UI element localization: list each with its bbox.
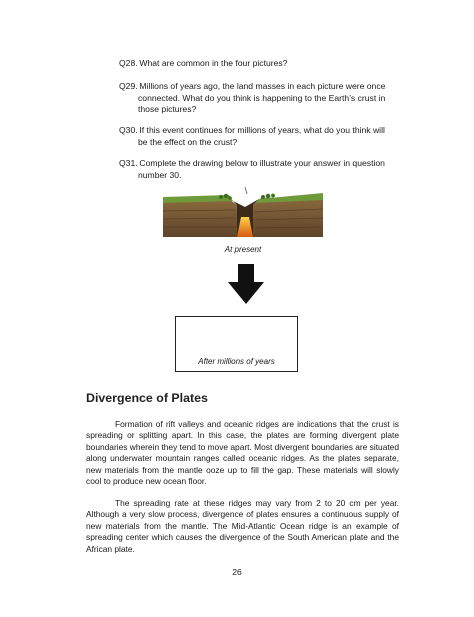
question-30 (119, 125, 419, 148)
arrow-down-icon (228, 264, 264, 304)
question-text-continued: number 30. (138, 169, 182, 180)
figure-caption: At present (224, 245, 262, 254)
question-text-continued: be the effect on the crust? (138, 136, 238, 147)
question-number: Q28. (119, 58, 138, 68)
question-text: If this event continues for millions of years, what do you think will (139, 125, 385, 135)
paragraph: Formation of rift valleys and oceanic ridges are indications that the crust is spreading or splitting apart. In this case, the plates are forming divergent plate boundaries wherein they tend to move apart. Most divergent boundaries are situated along underwater mountain ranges called oceanic ridges. As the plates separate, new materials from the mantle ooze up to fill the gap. These materials will slowly cool to produce new ocean floor. (86, 419, 399, 487)
question-text: Millions of years ago, the land masses in each picture were once (139, 81, 386, 91)
section-title: Divergence of Plates (86, 391, 208, 405)
rift-valley-illustration (163, 187, 323, 239)
question-number: Q29. (119, 81, 138, 91)
answer-drawing-box[interactable] (175, 316, 298, 372)
question-text-continued: those pictures? (138, 104, 197, 115)
question-29 (119, 81, 419, 116)
question-text-continued: connected. What do you think is happening to the Earth’s crust in (138, 92, 386, 103)
box-caption: After millions of years (198, 357, 275, 366)
question-31 (119, 158, 419, 181)
question-text: What are common in the four pictures? (139, 58, 288, 68)
question-text: Complete the drawing below to illustrate your answer in question (139, 158, 385, 168)
question-number: Q30. (119, 125, 138, 135)
paragraph: The spreading rate at these ridges may vary from 2 to 20 cm per year. Although a very slow process, divergence of plates ensures a continuous supply of new materials from the mantle. The Mid-Atlantic Ocean ridge is an example of spreading center which causes the divergence of the South American plate and the African plate. (86, 498, 399, 554)
question-28 (119, 58, 419, 70)
question-number: Q31. (119, 158, 138, 168)
page-number: 26 (232, 567, 242, 577)
